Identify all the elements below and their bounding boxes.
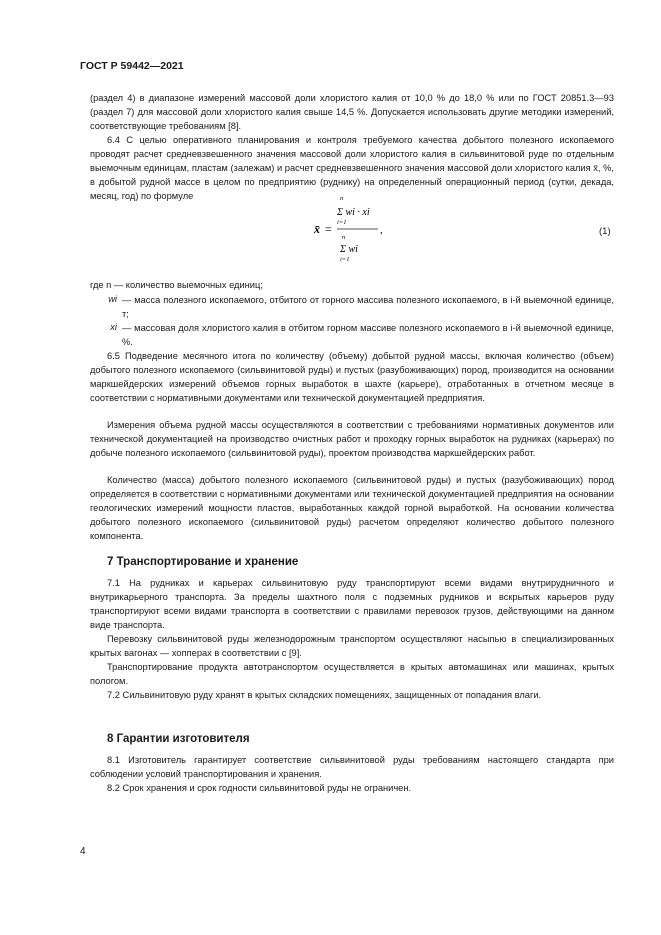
formula-numerator: Σ wi · xi: [337, 207, 370, 218]
formula-trailing-comma: ,: [380, 224, 383, 236]
paragraph-quantity: Количество (масса) добытого полезного ископаемого (сильвинитовой руды) и пустых (разубоживающих) пород определяется в соответствии с нормативными документами или технической документацией предприятия на основании геологических измерений мощности пластов, выработанных каждой горной выработкой. На основании количества добытого полезного ископаемого (сильвинитовой руды) расчетом определяют количество добытого полезного компонента.: [90, 475, 614, 541]
definition-symbol-w: wi: [108, 294, 117, 304]
paragraph-intro: (раздел 4) в диапазоне измерений массовой доли хлористого калия от 10,0 % до 18,0 % или по ГОСТ 20851.3—93 (раздел 7) для массовой доли хлористого калия свыше 14,5 %. Допускается использовать другие методики измерений, соответствующие требованиям [8].: [90, 93, 614, 131]
paragraph-6-5: 6.5 Подведение месячного итога по количеству (объему) добытой рудной массы, включая количество (объем) добытого полезного ископаемого (сильвинитовой руды) и пустых (разубоживающих) пород, производится на основании маркшейдерских измерений объемов горных выработок в шахте (карьере), отработанных в отчетном месяце в соответствии с нормативными документами или технической документацией предприятия.: [90, 351, 614, 403]
formula-denominator: Σ wi: [340, 244, 358, 255]
paragraph-8-2: 8.2 Срок хранения и срок годности сильвинитовой руды не ограничен.: [107, 783, 412, 793]
paragraph-7-1: 7.1 На рудниках и карьерах сильвинитовую руду транспортируют всеми видами внутрирудничного и внутрикарьерного транспорта. За пределы шахтного поля с подземных рудников и вскрытых карьеров руду транспортируют всеми видами транспорта в соответствии с правилами перевозок грузов, действующими на данном виде транспорта.: [90, 578, 614, 630]
section-8-heading: 8 Гарантии изготовителя: [107, 733, 250, 745]
paragraph-7-2: 7.2 Сильвинитовую руду хранят в крытых складских помещениях, защищенных от попадания влаги.: [107, 690, 542, 700]
paragraph-measurements: Измерения объема рудной массы осуществляются в соответствии с требованиями нормативных документов или технической документацией на производство очистных работ и проходку горных выработок на рудниках (карьерах) по добыче полезного ископаемого (сильвинитовой руды), проектом производства маркшейдерских работ.: [90, 420, 614, 458]
paragraph-rail-transport: Перевозку сильвинитовой руды железнодорожным транспортом осуществляют насыпью в специализированных крытых вагонах — хопперах в соответствии с [9].: [90, 634, 614, 658]
formula-lhs: x̄: [314, 222, 320, 236]
document-header: ГОСТ Р 59442—2021: [80, 60, 184, 72]
num-sum-upper: n: [340, 195, 344, 202]
where-clause: где n — количество выемочных единиц;: [90, 280, 263, 290]
formula-number: (1): [599, 226, 611, 237]
paragraph-auto-transport: Транспортирование продукта автотранспортом осуществляется в крытых автомашинах или машинах, крытых пологом.: [90, 662, 614, 686]
section-7-heading: 7 Транспортирование и хранение: [107, 556, 299, 568]
definition-text-w: — масса полезного ископаемого, отбитого от горного массива полезного ископаемого, в i-й выемочной единице, т;: [122, 295, 614, 319]
paragraph-8-1: 8.1 Изготовитель гарантирует соответствие сильвинитовой руды требованиям настоящего стандарта при соблюдении условий транспортирования и хранения.: [90, 755, 614, 779]
den-sum-lower: i=1: [340, 256, 350, 263]
definition-text-x: — массовая доля хлористого калия в отбитом горном массиве полезного ископаемого в i-й выемочной единице, %.: [122, 323, 614, 347]
weighted-average-formula: [300, 191, 420, 263]
num-sum-lower: i=1: [337, 219, 347, 226]
page-number: 4: [80, 846, 86, 857]
formula-equals: =: [325, 222, 332, 236]
paragraph-6-4: 6.4 С целью оперативного планирования и контроля требуемого качества добытого полезного ископаемого проводят расчет средневзвешенного значения массовой доли хлористого калия в сильвинитовой руде по отдельным выемочным единицам, пластам (залежам) и расчет средневзвешенного значения массовой доли хлористого калия x̄, %, в добытой рудной массе в целом по предприятию (руднику) на определенный операционный период (сутки, декада, месяц, год) по формуле: [90, 135, 614, 201]
definition-symbol-x: xi: [110, 322, 117, 332]
den-sum-upper: n: [342, 234, 346, 241]
